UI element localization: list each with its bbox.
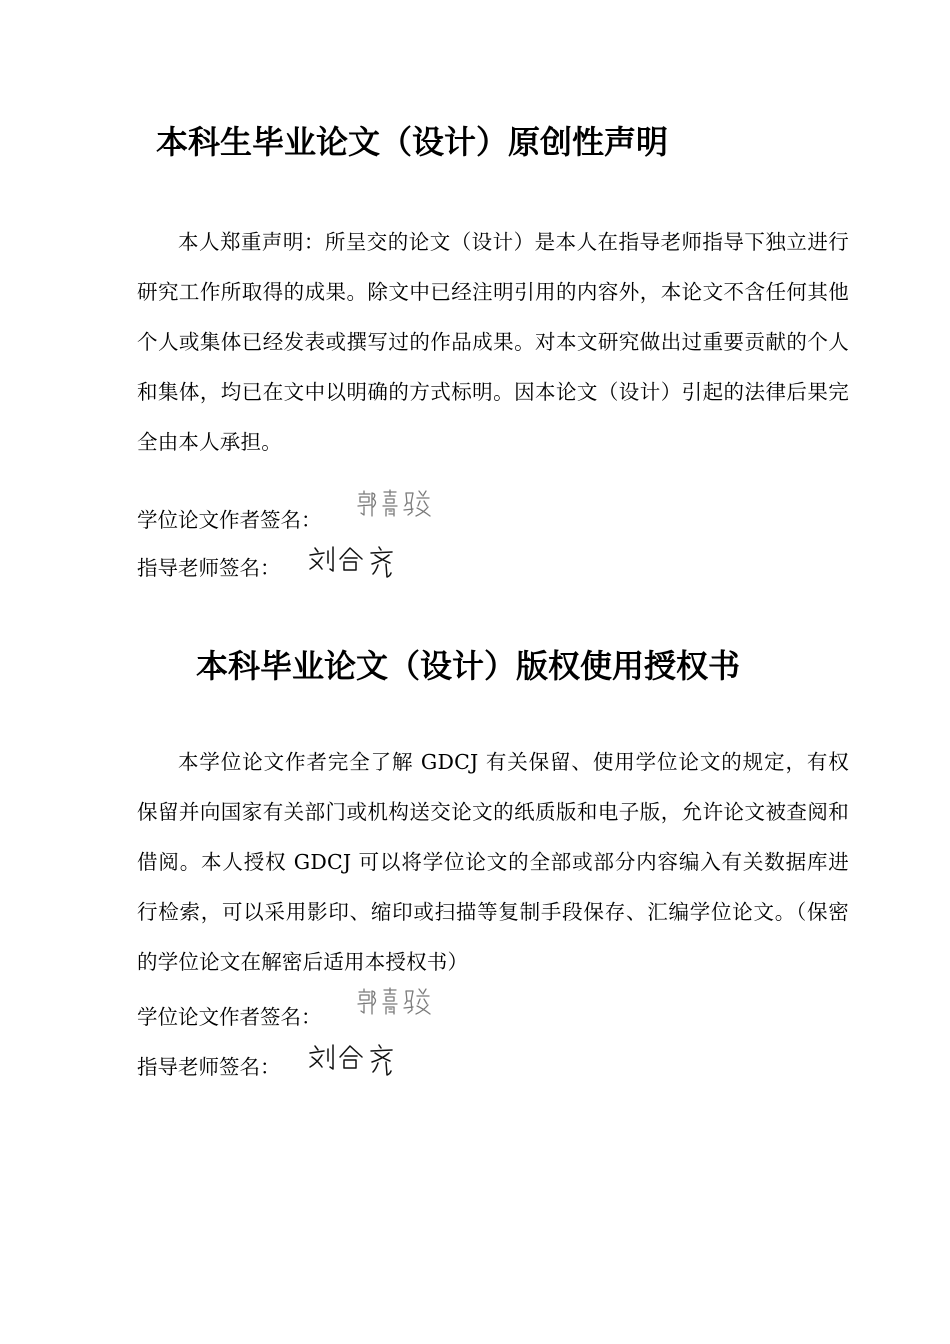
advisor-signature-label: 指导老师签名： [137, 1055, 281, 1079]
author-handwritten-signature [356, 986, 440, 1018]
declaration-advisor-signature-line [137, 548, 281, 588]
authorization-author-signature-line [137, 997, 322, 1037]
authorization-body: 本学位论文作者完全了解 GDCJ 有关保留、使用学位论文的规定，有权保留并向国家有关部门或机构送交论文的纸质版和电子版，允许论文被查阅和借阅。本人授权 GDCJ 可以将学位论文的全部或部分内容编入有关数据库进行检索，可以采用影印、缩印或扫描等复制手段保存、汇编学位论文。（保密的学位论文在解密后适用本授权书） [137, 750, 849, 974]
declaration-author-signature-line [137, 500, 322, 540]
declaration-body: 本人郑重声明：所呈交的论文（设计）是本人在指导老师指导下独立进行研究工作所取得的成果。除文中已经注明引用的内容外，本论文不含任何其他个人或集体已经发表或撰写过的作品成果。对本文研究做出过重要贡献的个人和集体，均已在文中以明确的方式标明。因本论文（设计）引起的法律后果完全由本人承担。 [137, 230, 849, 454]
authorization-advisor-signature-line [137, 1047, 281, 1087]
advisor-handwritten-signature [306, 1041, 402, 1077]
advisor-signature-label: 指导老师签名： [137, 556, 281, 580]
declaration-title: 本科生毕业论文（设计）原创性声明 [156, 123, 669, 161]
advisor-handwritten-signature [306, 543, 402, 579]
author-signature-label: 学位论文作者签名： [137, 508, 322, 532]
author-signature-label: 学位论文作者签名： [137, 1005, 322, 1029]
author-handwritten-signature [356, 488, 440, 520]
authorization-title: 本科毕业论文（设计）版权使用授权书 [196, 647, 741, 685]
